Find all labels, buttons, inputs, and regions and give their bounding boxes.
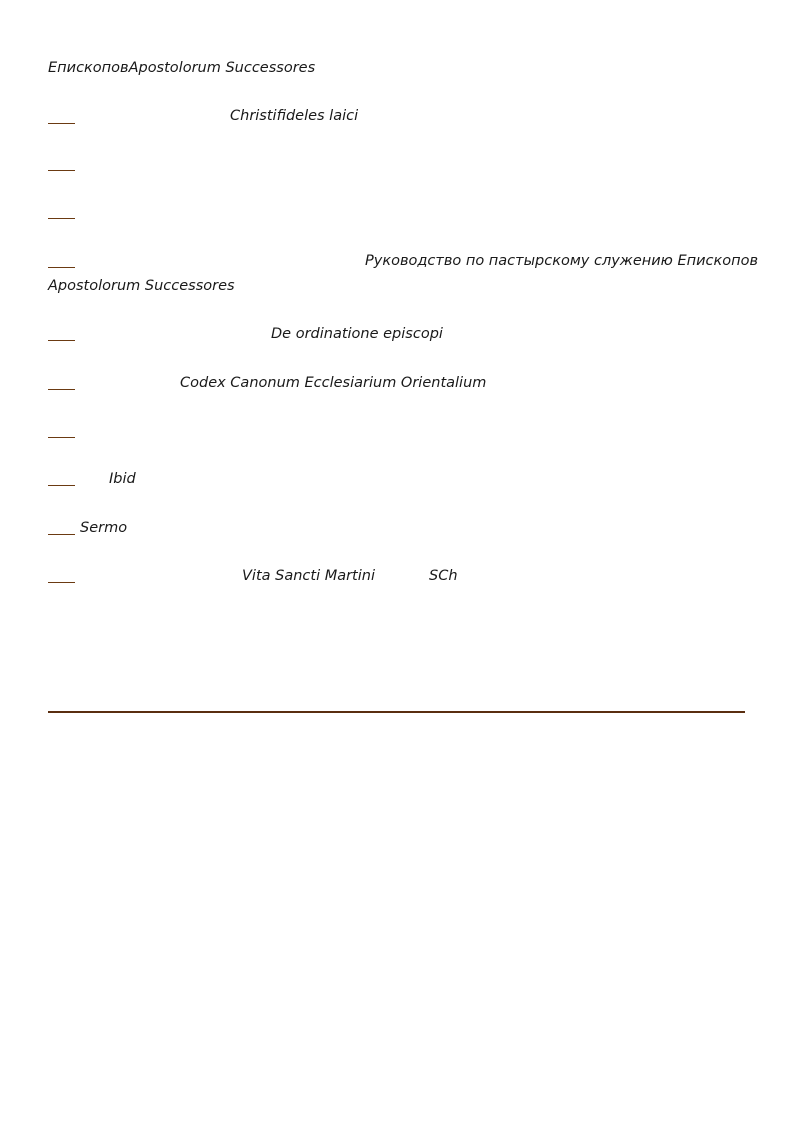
footnote-marker — [48, 437, 75, 438]
footnote-marker — [48, 582, 75, 583]
note-vita: Vita Sancti Martini — [242, 568, 375, 584]
note-first-line: ЕпископовApostolorum Successores — [48, 60, 316, 76]
footnote-marker — [48, 170, 75, 171]
footnote-marker — [48, 534, 75, 535]
note-codex: Codex Canonum Ecclesiarium Orientalium — [180, 375, 487, 391]
note-christifideles: Christifideles laici — [230, 108, 359, 124]
footnote-marker — [48, 267, 75, 268]
horizontal-rule — [48, 711, 745, 713]
footnote-marker — [48, 485, 75, 486]
note-rukovodstvo: Руководство по пастырскому служению Епископов — [365, 253, 759, 269]
note-ibid: Ibid — [109, 471, 136, 487]
note-apostolorum: Apostolorum Successores — [48, 278, 235, 294]
footnote-marker — [48, 389, 75, 390]
note-de-ordinatione: De ordinatione episcopi — [271, 326, 443, 342]
note-sermo: Sermo — [80, 520, 128, 536]
footnote-marker — [48, 340, 75, 341]
footnote-marker — [48, 123, 75, 124]
note-sch: SCh — [429, 568, 458, 584]
footnote-marker — [48, 218, 75, 219]
